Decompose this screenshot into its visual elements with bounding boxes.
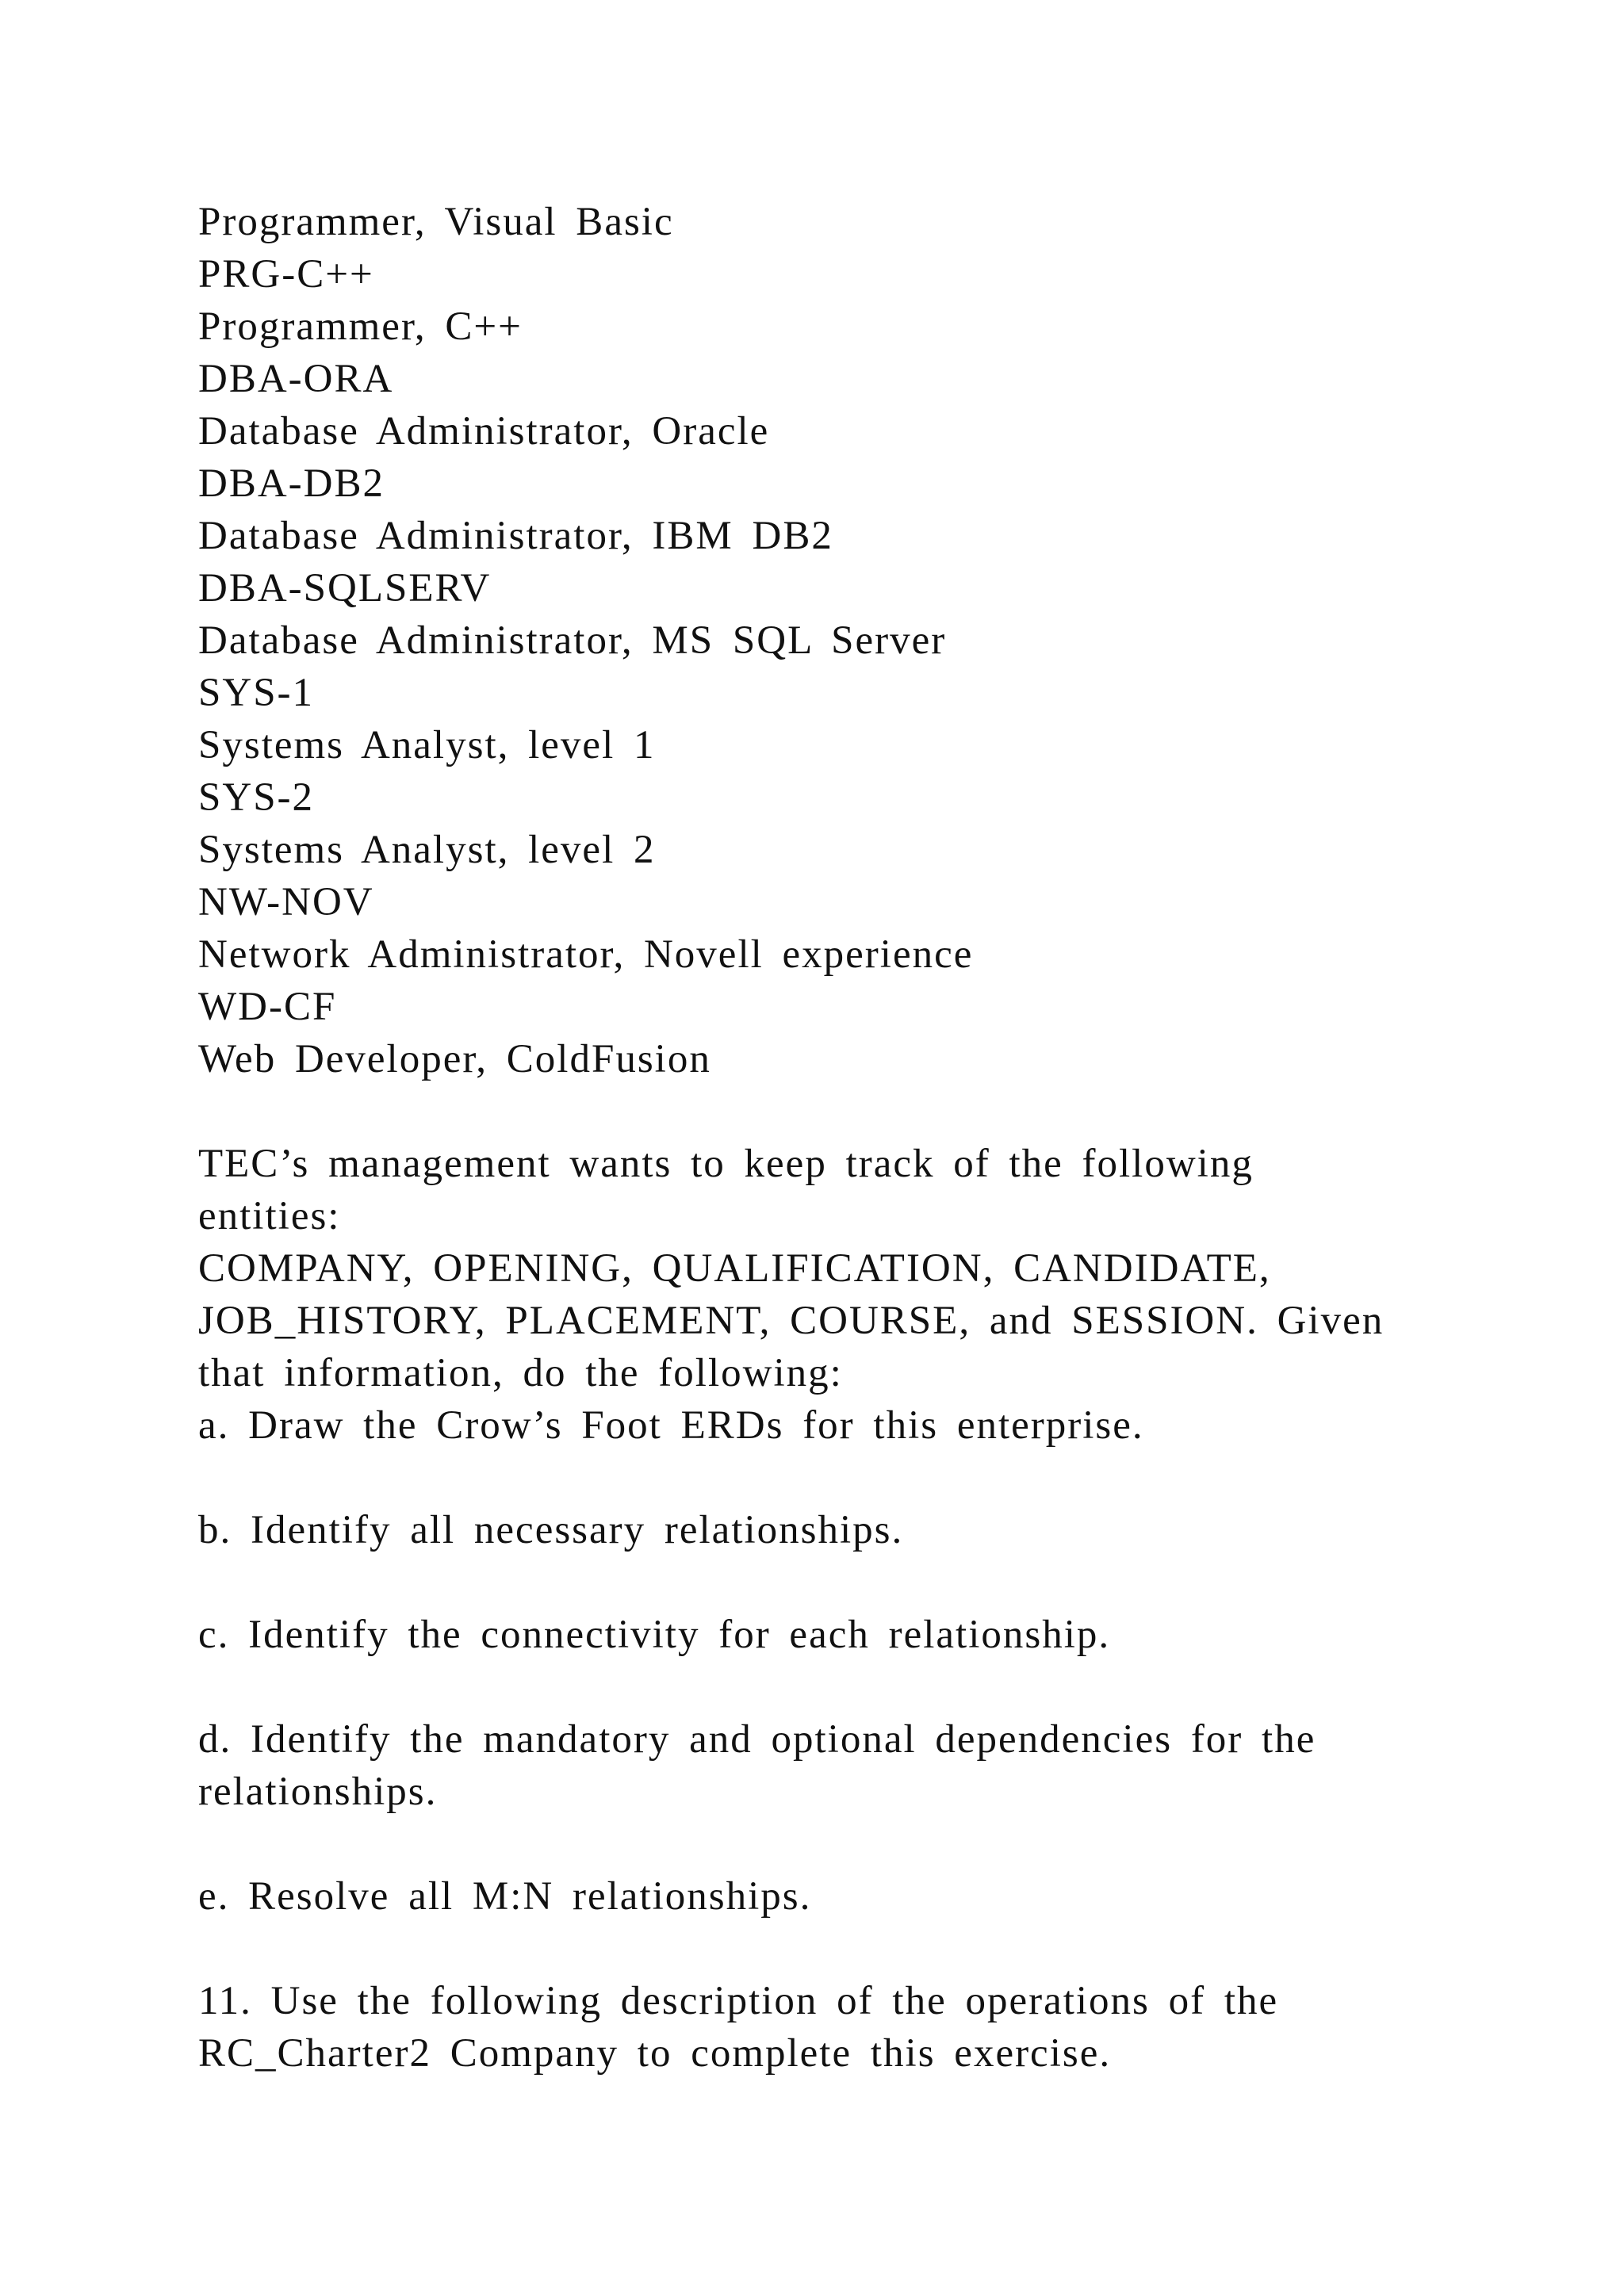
text-line: d. Identify the mandatory and optional dependencies for the: [198, 1717, 1316, 1762]
text-line: relationships.: [198, 1770, 438, 1814]
text-line: SYS-1: [198, 671, 315, 715]
text-line: Web Developer, ColdFusion: [198, 1037, 711, 1081]
text-line: RC_Charter2 Company to complete this exercise.: [198, 2031, 1112, 2076]
text-line: NW-NOV: [198, 880, 374, 924]
text-line: Programmer, C++: [198, 304, 523, 349]
text-line: COMPANY, OPENING, QUALIFICATION, CANDIDATE,: [198, 1246, 1271, 1291]
text-line: entities:: [198, 1194, 341, 1238]
text-line: DBA-SQLSERV: [198, 566, 492, 610]
text-line: a. Draw the Crow’s Foot ERDs for this enterprise.: [198, 1403, 1144, 1448]
text-line: 11. Use the following description of the operations of the: [198, 1979, 1279, 2023]
text-line: c. Identify the connectivity for each relationship.: [198, 1613, 1111, 1657]
text-line: Systems Analyst, level 2: [198, 828, 656, 872]
text-line: SYS-2: [198, 775, 315, 820]
text-line: DBA-DB2: [198, 461, 385, 506]
text-line: that information, do the following:: [198, 1351, 843, 1395]
text-line: TEC’s management wants to keep track of the following: [198, 1142, 1254, 1186]
text-line: Programmer, Visual Basic: [198, 200, 674, 244]
text-line: JOB_HISTORY, PLACEMENT, COURSE, and SESSION. Given: [198, 1299, 1385, 1343]
text-line: Database Administrator, IBM DB2: [198, 514, 833, 558]
text-line: PRG-C++: [198, 252, 374, 297]
text-line: Network Administrator, Novell experience: [198, 932, 974, 977]
text-line: Systems Analyst, level 1: [198, 723, 656, 767]
text-line: DBA-ORA: [198, 357, 394, 401]
text-line: Database Administrator, MS SQL Server: [198, 618, 947, 663]
text-line: e. Resolve all M:N relationships.: [198, 1874, 812, 1919]
text-line: Database Administrator, Oracle: [198, 409, 770, 453]
text-line: b. Identify all necessary relationships.: [198, 1508, 904, 1552]
text-line: WD-CF: [198, 985, 337, 1029]
